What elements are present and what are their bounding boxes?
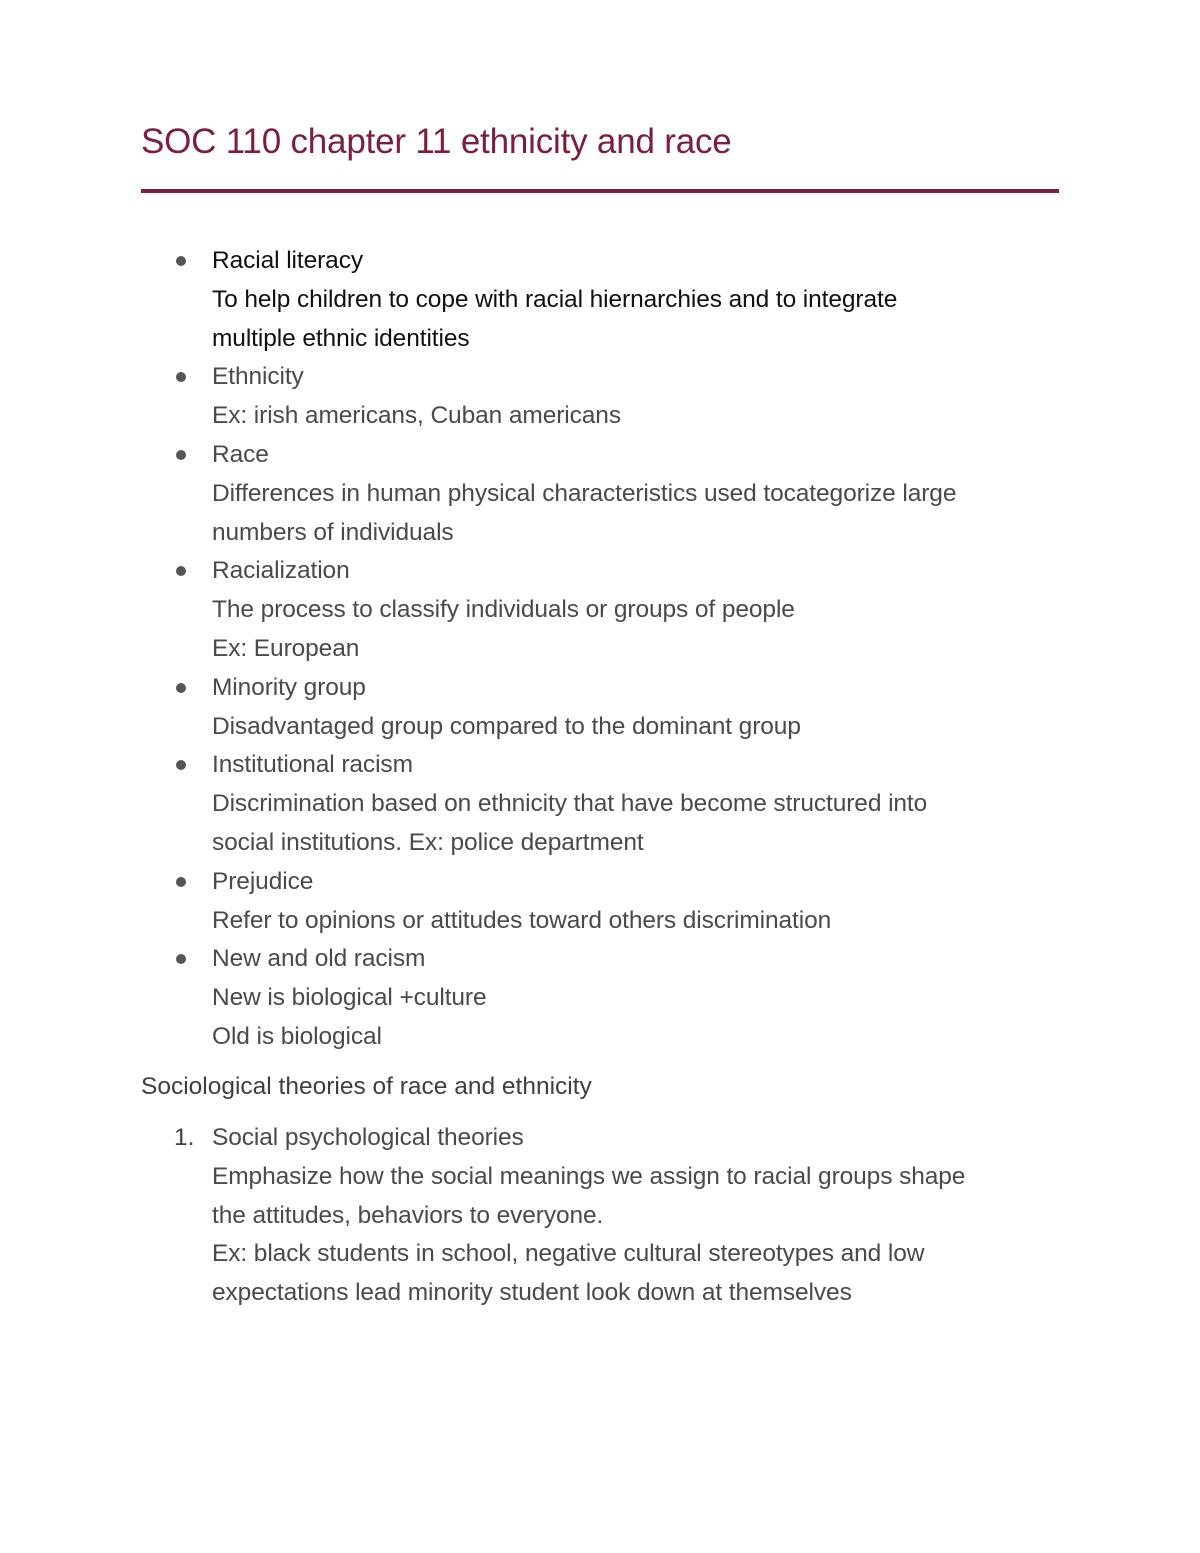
- document-title: SOC 110 chapter 11 ethnicity and race: [141, 122, 732, 161]
- definition-line: Refer to opinions or attitudes toward others discrimination: [212, 906, 832, 934]
- definition-line: the attitudes, behaviors to everyone.: [212, 1201, 604, 1229]
- definition-line: numbers of individuals: [212, 518, 454, 546]
- list-item: [0, 358, 1072, 436]
- list-item: [0, 436, 1072, 552]
- definition-line: Discrimination based on ethnicity that have become structured into: [212, 790, 928, 818]
- list-item: [0, 863, 1072, 941]
- bullet-icon: [176, 954, 186, 964]
- bullet-icon: [176, 877, 186, 887]
- definition-line: expectations lead minority student look down at themselves: [212, 1279, 852, 1307]
- term-label: Ethnicity: [212, 363, 304, 391]
- bullet-list: [0, 242, 1072, 1057]
- list-item: [0, 242, 1072, 358]
- bullet-icon: [176, 566, 186, 576]
- definition-line: Disadvantaged group compared to the dominant group: [212, 712, 801, 740]
- definition-line: To help children to cope with racial hiernarchies and to integrate: [212, 285, 898, 313]
- term-label: Racial literacy: [212, 247, 363, 274]
- term-label: Race: [212, 440, 269, 468]
- bullet-icon: [176, 450, 186, 460]
- list-item: [0, 669, 1072, 747]
- term-label: New and old racism: [212, 945, 426, 973]
- list-number: 1.: [174, 1124, 195, 1151]
- bullet-icon: [176, 683, 186, 693]
- list-item: [0, 552, 1072, 668]
- title-divider: [141, 189, 1059, 193]
- term-label: Social psychological theories: [212, 1124, 524, 1151]
- definition-line: Emphasize how the social meanings we assign to racial groups shape: [212, 1162, 966, 1190]
- list-item: [0, 940, 1072, 1056]
- term-label: Prejudice: [212, 867, 314, 895]
- definition-line: Ex: irish americans, Cuban americans: [212, 402, 621, 430]
- definition-line: Ex: black students in school, negative cultural stereotypes and low: [212, 1240, 925, 1268]
- numbered-list-item: [0, 1119, 1072, 1313]
- term-label: Racialization: [212, 557, 350, 585]
- definition-line: social institutions. Ex: police department: [212, 828, 644, 856]
- bullet-icon: [176, 760, 186, 770]
- definition-line: The process to classify individuals or groups of people: [212, 596, 795, 624]
- definition-line: Old is biological: [212, 1022, 382, 1050]
- definition-line: New is biological +culture: [212, 984, 487, 1012]
- list-item: [0, 746, 1072, 862]
- term-label: Institutional racism: [212, 751, 413, 779]
- numbered-list: [0, 1119, 1072, 1313]
- bullet-icon: [176, 372, 186, 382]
- bullet-icon: [176, 256, 186, 266]
- definition-line: Differences in human physical characteristics used tocategorize large: [212, 479, 957, 507]
- definition-line: multiple ethnic identities: [212, 324, 470, 352]
- section-heading: Sociological theories of race and ethnicity: [141, 1073, 592, 1100]
- term-label: Minority group: [212, 673, 366, 701]
- definition-line: Ex: European: [212, 634, 360, 662]
